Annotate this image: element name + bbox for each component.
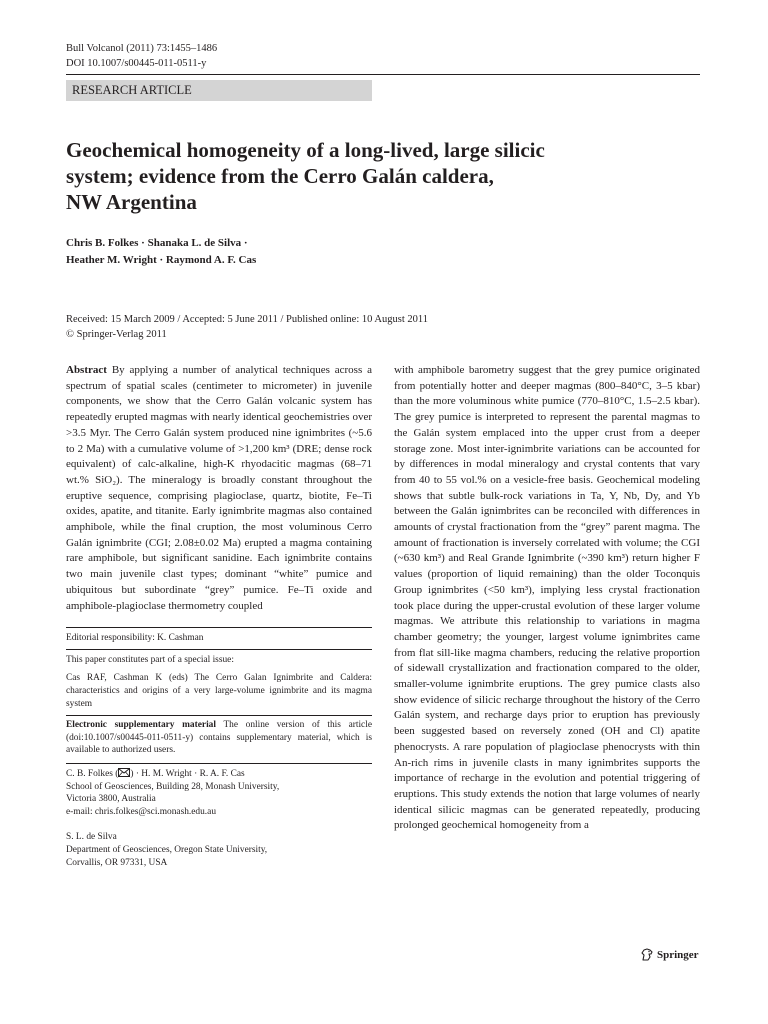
- aff1-line-1: School of Geosciences, Building 28, Monash University,: [66, 781, 280, 792]
- abstract-right-text: with amphibole barometry suggest that the grey pumice originated from potentially hotter and deeper magmas (800–840°C, 3–5 kbar) than the more voluminous white pumice (770–810°C, 1.5–2.5 kbar). The grey pumice is interpreted to represent the parental magmas to the Galán system emplaced into the upper crust from a deeper storage zone. Most inter-ignimbrite variations can be accounted for by differences in modal mineralogy and crystal contents that vary from 40 to 55 vol.% on a vesicle-free basis. Geochemical modeling shows that subtle bulk-rock variations in Ta, Y, Nb, Dy, and Yb between the Galán ignimbrites can be reconciled with differences in amounts of crystal fractionation from the “grey” parent magma. The amount of fractionation is inversely correlated with volume; the CGI (~630 km³) and Real Grande Ignimbrite (~390 km³) return higher F values (proportion of liquid remaining) than the older Toconquis Group ignimbrites (<50 km³), implying less crystal fractionation took place during the upper-crustal evolution of these larger volume magmas. We attribute this relationship to variations in magma chamber geometry; the younger, largest volume ignimbrites came from flat sill-like magma chambers, reducing the relative proportion of sidewall crystallization and fractionation compared to the older, smaller-volume ignimbrite eruptions. The grey pumice clasts also show evidence of silicic recharge throughout the history of the Cerro Galán system, and recharge days prior to eruption has previously been suggested based on reversely zoned (OH and Cl) apatite phenocrysts. A rare population of plagioclase phenocrysts with thin An-rich rims in juvenile clasts in many ignimbrites supports the importance of recharge in the evolution and potential triggering of eruptions. This study extends the notion that large volumes of nearly identical silicic magmas can be generated repeatedly, producing prolonged geochemical homogeneity from a: [394, 364, 700, 832]
- affiliation-2: [66, 818, 372, 869]
- date-history: Received: 15 March 2009 / Accepted: 5 June 2011 / Published online: 10 August 2011: [66, 314, 429, 325]
- citation-line: Bull Volcanol (2011) 73:1455–1486: [66, 43, 218, 54]
- springer-horse-icon: [640, 948, 654, 961]
- aff1-names-b: ) · H. M. Wright · R. A. F. Cas: [130, 769, 245, 779]
- journal-citation: [66, 41, 217, 71]
- publisher-footer: [640, 948, 699, 961]
- article-title: [66, 137, 666, 215]
- aff2-line-2: Corvallis, OR 97331, USA: [66, 857, 168, 868]
- aff1-names: [66, 768, 372, 781]
- publisher-name: Springer: [657, 948, 699, 961]
- author-list: [66, 235, 666, 269]
- affiliation-1: [66, 764, 372, 818]
- authors-line-1: Chris B. Folkes · Shanaka L. de Silva ·: [66, 237, 248, 249]
- copyright-line: © Springer-Verlag 2011: [66, 329, 167, 340]
- article-type-banner: [66, 80, 372, 101]
- envelope-icon: [118, 768, 130, 777]
- abstract-left-text: By applying a number of analytical techniques across a spectrum of spatial scales (centimeter to micrometer) in juvenile components, we show that the Cerro Galán volcanic system has repeatedly erupted magmas with nearly identical geochemistries over >3.5 Myr. The Cerro Galán system produced nine ignimbrites (~5.6 to 2 Ma) with a cumulative volume of >1,200 km³ (DRE; dense rock equivalent) of calc-alkaline, high-K rhyodacitic magmas (68–71 wt.% SiO₂). The mineralogy is broadly constant throughout the eruptive sequence, comprising plagioclase, quartz, biotite, Fe–Ti oxides, apatite, and titanite. Early ignimbrite magmas also contained amphibole, while the final cruption, the most voluminous Cerro Galán ignimbrite (CGI; 2.08±0.02 Ma) erupted a magma containing rare amphibole, but significant sanidine. Each ignimbrite contains two main juvenile clast types; dominant “white” pumice and ubiquitous but subordinate “grey” pumice. Fe–Ti oxide and amphibole-plagioclase thermometry coupled: [66, 364, 372, 612]
- esm-text: The online version of this article (doi:10.1007/s00445-011-0511-y) contains supplementary material, which is available to authorized users.: [66, 720, 372, 756]
- title-line-3: NW Argentina: [66, 190, 197, 214]
- publication-history: [66, 312, 666, 342]
- special-issue-note: This paper constitutes part of a special issue:: [66, 654, 234, 665]
- title-line-2: system; evidence from the Cerro Galán caldera,: [66, 164, 494, 188]
- left-column: [66, 363, 372, 869]
- header-rule: [66, 74, 700, 75]
- esm-note: [66, 716, 372, 763]
- doi-line: DOI 10.1007/s00445-011-0511-y: [66, 58, 207, 69]
- authors-line-2: Heather M. Wright · Raymond A. F. Cas: [66, 254, 257, 266]
- editorial-note: Editorial responsibility: K. Cashman: [66, 633, 204, 644]
- aff1-email[interactable]: e-mail: chris.folkes@sci.monash.edu.au: [66, 806, 216, 817]
- aff2-line-1: Department of Geosciences, Oregon State University,: [66, 844, 268, 855]
- footnotes: [66, 627, 372, 869]
- abstract-left: [66, 363, 372, 614]
- aff1-names-a: C. B. Folkes (: [66, 769, 119, 779]
- right-column: [394, 363, 700, 834]
- aff2-name: S. L. de Silva: [66, 832, 117, 843]
- abstract-label: Abstract: [66, 364, 107, 376]
- aff1-line-2: Victoria 3800, Australia: [66, 794, 156, 805]
- special-issue-ref: Cas RAF, Cashman K (eds) The Cerro Galan Ignimbrite and Caldera: characteristics and origins of a very large-volume ignimbrite and its magma system: [66, 673, 372, 709]
- article-type-label: RESEARCH ARTICLE: [72, 83, 192, 97]
- esm-label: Electronic supplementary material: [66, 720, 216, 731]
- title-line-1: Geochemical homogeneity of a long-lived, large silicic: [66, 138, 545, 162]
